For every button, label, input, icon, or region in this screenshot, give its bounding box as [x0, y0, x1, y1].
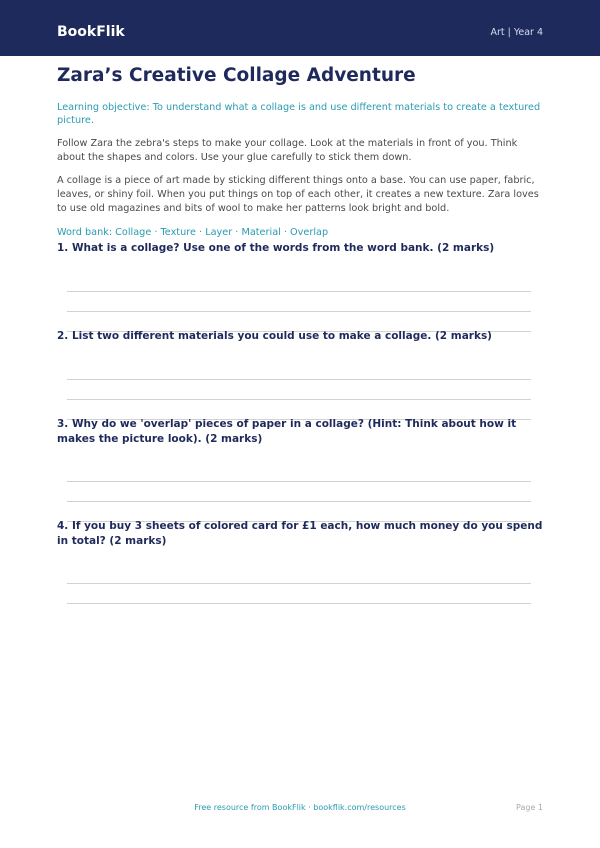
answer-line-q2-2[interactable]: [67, 399, 531, 400]
body-paragraph: A collage is a piece of art made by sticking different things onto a base. You can use paper, fabric, leaves, or shiny foil. When you put things on top of each other, it creates a new texture. Zara loves to use old magazines and bits of wool to make her patterns look bright and bold.: [57, 175, 539, 214]
answer-line-q1-2[interactable]: [67, 311, 531, 312]
page-number: Page 1: [516, 803, 543, 812]
learning-objective: Learning objective: To understand what a collage is and use different materials to create a textured picture.: [57, 102, 541, 126]
answer-line-q3-2[interactable]: [67, 501, 531, 502]
worksheet-intro: [57, 64, 543, 239]
word-bank: Word bank: Collage · Texture · Layer · Material · Overlap: [57, 227, 329, 238]
intro-paragraph: Follow Zara the zebra's steps to make your collage. Look at the materials in front of you. Think about the shapes and colors. Use your glue carefully to stick them down.: [57, 138, 518, 163]
question-2: 2. List two different materials you could use to make a collage. (2 marks): [57, 330, 492, 342]
question-3: 3. Why do we 'overlap' pieces of paper in a collage? (Hint: Think about how it makes the picture look). (2 marks): [57, 418, 517, 445]
answer-line-q4-2[interactable]: [67, 603, 531, 604]
footer-resource-link[interactable]: Free resource from BookFlik · bookflik.com/resources: [194, 803, 406, 812]
subject-year-label: Art | Year 4: [490, 27, 543, 38]
question-1: 1. What is a collage? Use one of the words from the word bank. (2 marks): [57, 242, 495, 254]
page-header: [0, 0, 600, 56]
answer-line-q3-1[interactable]: [67, 481, 531, 482]
question-4: 4. If you buy 3 sheets of colored card for £1 each, how much money do you spend in total? (2 marks): [57, 520, 543, 547]
brand-logo: BookFlik: [57, 24, 125, 40]
answer-line-q1-1[interactable]: [67, 291, 531, 292]
page-title: Zara’s Creative Collage Adventure: [57, 65, 416, 86]
answer-line-q4-1[interactable]: [67, 583, 531, 584]
answer-line-q2-1[interactable]: [67, 379, 531, 380]
